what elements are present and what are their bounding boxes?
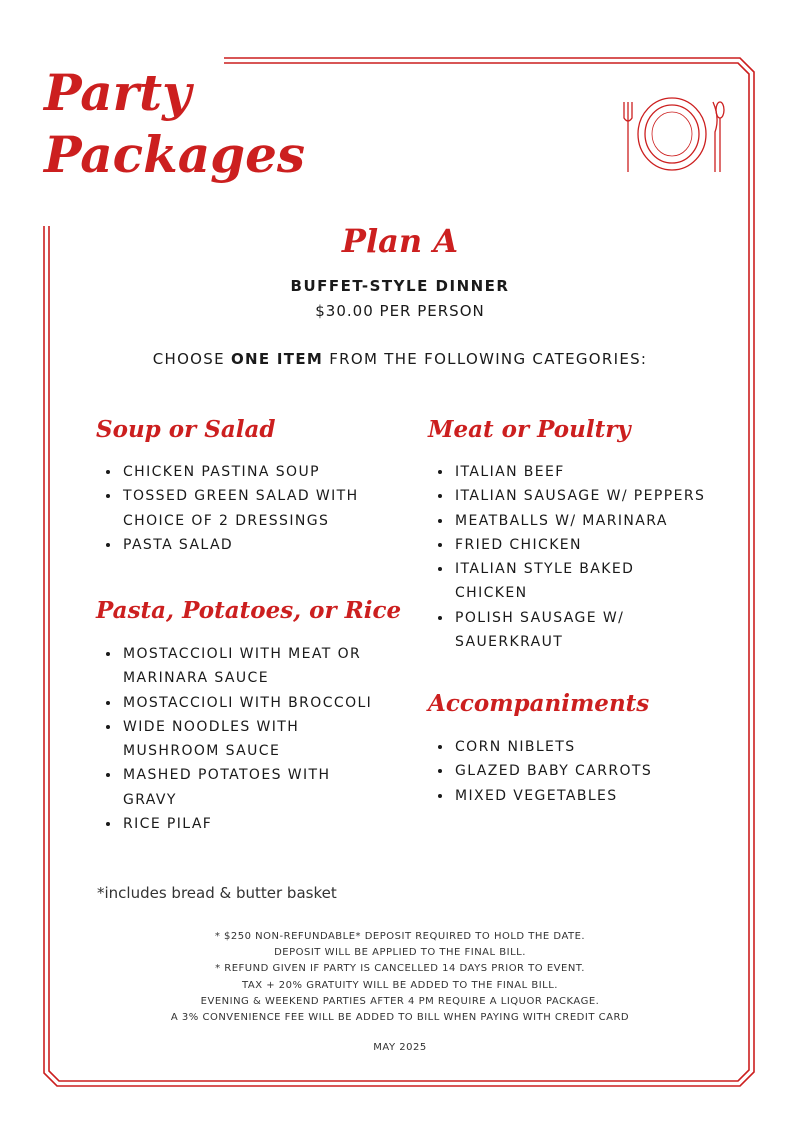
list-item: ITALIAN SAUSAGE W/ PEPPERS bbox=[429, 484, 734, 508]
title-line-2: Packages bbox=[44, 125, 306, 184]
list-item: MOSTACCIOLI WITH MEAT OR MARINARA SAUCE bbox=[97, 642, 377, 691]
category-title-accompaniments: Accompaniments bbox=[428, 690, 650, 717]
list-item: POLISH SAUSAGE W/ SAUERKRAUT bbox=[429, 606, 655, 655]
list-item: WIDE NOODLES WITH MUSHROOM SAUCE bbox=[97, 715, 377, 764]
page-title bbox=[44, 62, 305, 186]
list-item: MOSTACCIOLI WITH BROCCOLI bbox=[97, 691, 377, 715]
list-soup-salad bbox=[97, 460, 387, 557]
list-item: PASTA SALAD bbox=[97, 533, 387, 557]
fine-print-line: DEPOSIT WILL BE APPLIED TO THE FINAL BILL. bbox=[274, 947, 526, 959]
date-label: MAY 2025 bbox=[373, 1042, 427, 1053]
list-item: MEATBALLS W/ MARINARA bbox=[429, 509, 734, 533]
list-item: CHICKEN PASTINA SOUP bbox=[97, 460, 387, 484]
fine-print-line: EVENING & WEEKEND PARTIES AFTER 4 PM REQUIRE A LIQUOR PACKAGE. bbox=[200, 995, 600, 1007]
list-item: GLAZED BABY CARROTS bbox=[429, 759, 729, 783]
choose-suffix: FROM THE FOLLOWING CATEGORIES: bbox=[323, 350, 648, 368]
list-item: MASHED POTATOES WITH GRAVY bbox=[97, 763, 377, 812]
price-per-person: $30.00 PER PERSON bbox=[315, 302, 485, 320]
plan-title: Plan A bbox=[341, 222, 459, 260]
fine-print-line: A 3% CONVENIENCE FEE WILL BE ADDED TO BILL WHEN PAYING WITH CREDIT CARD bbox=[170, 1012, 630, 1024]
list-item: MIXED VEGETABLES bbox=[429, 784, 729, 808]
title-line-1: Party bbox=[44, 63, 192, 122]
choose-prefix: CHOOSE bbox=[152, 350, 231, 368]
fine-print-line: TAX + 20% GRATUITY WILL BE ADDED TO THE FINAL BILL. bbox=[242, 979, 558, 991]
list-item: ITALIAN STYLE BAKED CHICKEN bbox=[429, 557, 655, 606]
fine-print bbox=[0, 929, 800, 1026]
list-meat bbox=[429, 460, 734, 654]
list-item: ITALIAN BEEF bbox=[429, 460, 734, 484]
list-item: FRIED CHICKEN bbox=[429, 533, 734, 557]
dinner-style: BUFFET-STYLE DINNER bbox=[290, 277, 510, 295]
bread-note: *includes bread & butter basket bbox=[97, 884, 337, 902]
plate-cutlery-icon bbox=[620, 90, 725, 180]
list-pasta bbox=[97, 642, 377, 836]
fine-print-line: * REFUND GIVEN IF PARTY IS CANCELLED 14 DAYS PRIOR TO EVENT. bbox=[215, 963, 585, 975]
choose-bold: ONE ITEM bbox=[230, 350, 324, 368]
choose-instruction bbox=[0, 350, 800, 368]
category-title-pasta: Pasta, Potatoes, or Rice bbox=[96, 597, 402, 624]
list-item: TOSSED GREEN SALAD WITH CHOICE OF 2 DRESSINGS bbox=[97, 484, 387, 533]
category-title-soup-salad: Soup or Salad bbox=[96, 416, 276, 443]
category-title-meat: Meat or Poultry bbox=[428, 416, 631, 443]
list-item: RICE PILAF bbox=[97, 812, 377, 836]
fine-print-line: * $250 NON-REFUNDABLE* DEPOSIT REQUIRED TO HOLD THE DATE. bbox=[214, 931, 586, 942]
list-item: CORN NIBLETS bbox=[429, 735, 729, 759]
list-accompaniments bbox=[429, 735, 729, 808]
